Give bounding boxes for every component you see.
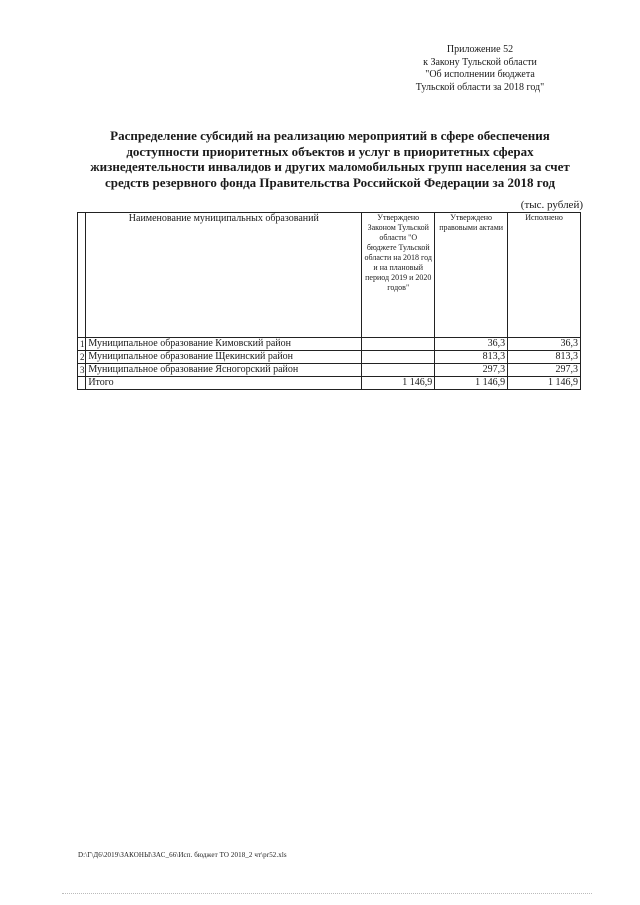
header-approved-by-acts: Утверждено правовыми актами <box>435 213 508 338</box>
appendix-law-title-2: Тульской области за 2018 год" <box>415 81 545 93</box>
appendix-header <box>380 44 580 94</box>
document-title <box>70 128 590 190</box>
header-municipality-name: Наименование муниципальных образований <box>86 213 362 338</box>
header-executed: Исполнено <box>508 213 581 338</box>
row-approved-by-acts: 36,3 <box>435 338 508 351</box>
row-name: Муниципальное образование Кимовский район <box>86 338 362 351</box>
total-approved-by-acts: 1 146,9 <box>435 377 508 390</box>
total-number <box>78 377 86 390</box>
title-line-2: доступности приоритетных объектов и услуг в приоритетных сферах <box>126 143 534 159</box>
row-name: Муниципальное образование Ясногорский район <box>86 364 362 377</box>
title-line-1: Распределение субсидий на реализацию мероприятий в сфере обеспечения <box>110 128 550 143</box>
row-approved-by-acts: 813,3 <box>435 351 508 364</box>
row-executed: 36,3 <box>508 338 581 351</box>
total-approved-by-law: 1 146,9 <box>362 377 435 390</box>
header-number <box>78 213 86 338</box>
file-path-footer: D:\Г\Д6\2019\ЗАКОНЫ\ЗАС_66\Исп. бюджет ТО 2018_2 чт\pr52.xls <box>78 851 287 859</box>
table-header-row <box>78 213 581 338</box>
appendix-law-ref: к Закону Тульской области <box>423 56 537 68</box>
appendix-number: Приложение 52 <box>446 44 514 55</box>
total-label: Итого <box>86 377 362 390</box>
page-bottom-divider <box>62 893 592 894</box>
row-executed: 813,3 <box>508 351 581 364</box>
subsidy-table <box>77 212 581 390</box>
table-total-row <box>78 377 581 390</box>
header-approved-by-law: Утверждено Законом Тульской области "О бюджете Тульской области на 2018 год и на плановый период 2019 и 2020 годов" <box>362 213 435 338</box>
row-number: 2 <box>78 351 86 364</box>
row-approved-by-law <box>362 351 435 364</box>
total-executed: 1 146,9 <box>508 377 581 390</box>
table-row <box>78 351 581 364</box>
row-number: 1 <box>78 338 86 351</box>
units-label: (тыс. рублей) <box>520 199 583 211</box>
row-approved-by-law <box>362 364 435 377</box>
table-row <box>78 364 581 377</box>
row-approved-by-law <box>362 338 435 351</box>
row-number: 3 <box>78 364 86 377</box>
title-line-4: средств резервного фонда Правительства Российской Федерации за 2018 год <box>104 174 556 190</box>
row-approved-by-acts: 297,3 <box>435 364 508 377</box>
title-line-3: жизнедеятельности инвалидов и других маломобильных групп населения за счет <box>90 159 570 174</box>
row-executed: 297,3 <box>508 364 581 377</box>
table-row <box>78 338 581 351</box>
row-name: Муниципальное образование Щекинский район <box>86 351 362 364</box>
appendix-law-title-1: "Об исполнении бюджета <box>425 69 535 80</box>
